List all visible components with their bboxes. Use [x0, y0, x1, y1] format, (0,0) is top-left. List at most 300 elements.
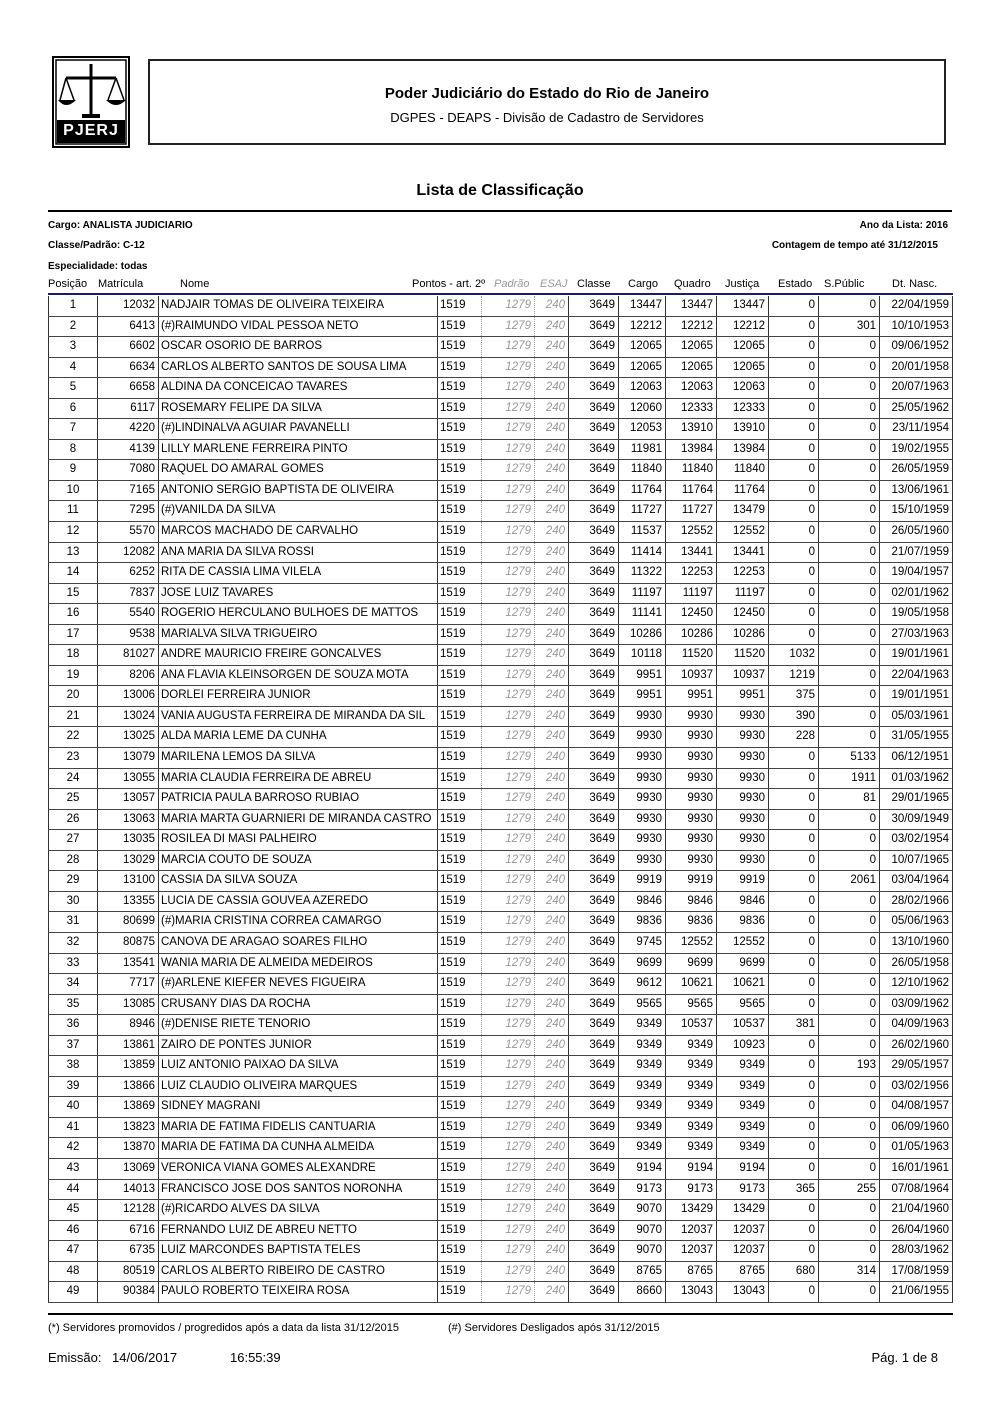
cell-quadro: 12450 [665, 604, 716, 624]
cell-matricula: 6252 [97, 563, 158, 583]
cell-padrao: 1279 [481, 337, 534, 357]
table-row [48, 666, 953, 687]
table-row [48, 645, 953, 666]
table-row [48, 727, 953, 748]
cell-cargo: 9349 [618, 1015, 665, 1035]
cell-posicao: 38 [48, 1056, 97, 1076]
cell-posicao: 33 [48, 954, 97, 974]
col-classe: Classe [577, 278, 611, 290]
cell-estado: 0 [768, 912, 818, 932]
cell-quadro: 9565 [665, 995, 716, 1015]
cell-estado: 0 [768, 954, 818, 974]
cell-justica: 12065 [716, 358, 768, 378]
cell-cargo: 9070 [618, 1200, 665, 1220]
cell-estado: 0 [768, 584, 818, 604]
table-row [48, 1241, 953, 1262]
cell-justica: 9173 [716, 1180, 768, 1200]
cell-matricula: 13079 [97, 748, 158, 768]
cell-classe: 3649 [568, 995, 618, 1015]
cell-dtnasc: 06/09/1960 [879, 1118, 953, 1138]
cell-estado: 0 [768, 1077, 818, 1097]
table-row [48, 912, 953, 933]
cell-esaj: 240 [534, 481, 568, 501]
table-row [48, 1262, 953, 1283]
cell-posicao: 47 [48, 1241, 97, 1261]
cell-spublic: 0 [818, 1138, 879, 1158]
cell-dtnasc: 15/10/1959 [879, 501, 953, 521]
cell-padrao: 1279 [481, 584, 534, 604]
cell-quadro: 13441 [665, 543, 716, 563]
table-row [48, 584, 953, 605]
cell-estado: 0 [768, 522, 818, 542]
cell-padrao: 1279 [481, 954, 534, 974]
cell-nome: MARIA DE FATIMA FIDELIS CANTUARIA [158, 1118, 437, 1138]
cell-spublic: 0 [818, 460, 879, 480]
cell-quadro: 9349 [665, 1077, 716, 1097]
cell-quadro: 11520 [665, 645, 716, 665]
cell-padrao: 1279 [481, 419, 534, 439]
cell-esaj: 240 [534, 830, 568, 850]
cell-posicao: 21 [48, 707, 97, 727]
col-justica: Justiça [725, 278, 760, 290]
cell-spublic: 0 [818, 974, 879, 994]
cell-spublic: 0 [818, 954, 879, 974]
cell-classe: 3649 [568, 789, 618, 809]
cell-dtnasc: 22/04/1963 [879, 666, 953, 686]
cell-cargo: 12065 [618, 358, 665, 378]
cell-pontos: 1519 [437, 830, 481, 850]
cell-nome: (#)MARIA CRISTINA CORREA CAMARGO [158, 912, 437, 932]
cell-quadro: 10937 [665, 666, 716, 686]
cell-cargo: 9349 [618, 1077, 665, 1097]
meta-ano: Ano da Lista: 2016 [859, 220, 948, 231]
cell-padrao: 1279 [481, 707, 534, 727]
cell-cargo: 9699 [618, 954, 665, 974]
cell-matricula: 8206 [97, 666, 158, 686]
cell-justica: 13441 [716, 543, 768, 563]
cell-classe: 3649 [568, 892, 618, 912]
table-row [48, 707, 953, 728]
cell-dtnasc: 21/04/1960 [879, 1200, 953, 1220]
meta-contagem: Contagem de tempo até 31/12/2015 [771, 240, 938, 251]
table-row [48, 830, 953, 851]
cell-padrao: 1279 [481, 748, 534, 768]
cell-esaj: 240 [534, 419, 568, 439]
cell-classe: 3649 [568, 1159, 618, 1179]
cell-quadro: 12037 [665, 1221, 716, 1241]
cell-justica: 13447 [716, 296, 768, 316]
cell-cargo: 9349 [618, 1138, 665, 1158]
cell-justica: 11197 [716, 584, 768, 604]
cell-pontos: 1519 [437, 399, 481, 419]
cell-dtnasc: 29/01/1965 [879, 789, 953, 809]
cell-padrao: 1279 [481, 378, 534, 398]
cell-estado: 0 [768, 399, 818, 419]
cell-spublic: 0 [818, 399, 879, 419]
cell-estado: 0 [768, 1036, 818, 1056]
cell-esaj: 240 [534, 645, 568, 665]
cell-spublic: 0 [818, 337, 879, 357]
cell-spublic: 0 [818, 419, 879, 439]
table-row [48, 419, 953, 440]
cell-matricula: 13859 [97, 1056, 158, 1076]
cell-dtnasc: 20/01/1958 [879, 358, 953, 378]
table-row [48, 892, 953, 913]
cell-pontos: 1519 [437, 378, 481, 398]
cell-spublic: 0 [818, 851, 879, 871]
cell-dtnasc: 10/10/1953 [879, 317, 953, 337]
header-box [148, 59, 946, 145]
cell-cargo: 11141 [618, 604, 665, 624]
cell-esaj: 240 [534, 912, 568, 932]
cell-posicao: 7 [48, 419, 97, 439]
cell-estado: 390 [768, 707, 818, 727]
cell-matricula: 13006 [97, 686, 158, 706]
cell-classe: 3649 [568, 1262, 618, 1282]
cell-esaj: 240 [534, 522, 568, 542]
cell-justica: 11520 [716, 645, 768, 665]
cell-padrao: 1279 [481, 1200, 534, 1220]
cell-classe: 3649 [568, 584, 618, 604]
cell-posicao: 8 [48, 440, 97, 460]
cell-classe: 3649 [568, 501, 618, 521]
cell-quadro: 9173 [665, 1180, 716, 1200]
table-row [48, 337, 953, 358]
classification-table [48, 296, 953, 1303]
cell-nome: CARLOS ALBERTO SANTOS DE SOUSA LIMA [158, 358, 437, 378]
cell-esaj: 240 [534, 851, 568, 871]
cell-matricula: 13355 [97, 892, 158, 912]
cell-justica: 9349 [716, 1138, 768, 1158]
cell-pontos: 1519 [437, 604, 481, 624]
table-row [48, 1221, 953, 1242]
meta-especialidade: Especialidade: todas [48, 261, 148, 272]
cell-estado: 0 [768, 543, 818, 563]
cell-dtnasc: 07/08/1964 [879, 1180, 953, 1200]
cell-pontos: 1519 [437, 1282, 481, 1302]
cell-justica: 9349 [716, 1077, 768, 1097]
cell-cargo: 9745 [618, 933, 665, 953]
cell-spublic: 0 [818, 995, 879, 1015]
cell-spublic: 0 [818, 1241, 879, 1261]
cell-dtnasc: 19/01/1951 [879, 686, 953, 706]
cell-matricula: 13055 [97, 769, 158, 789]
cell-pontos: 1519 [437, 1077, 481, 1097]
cell-nome: MARIA DE FATIMA DA CUNHA ALMEIDA [158, 1138, 437, 1158]
cell-posicao: 43 [48, 1159, 97, 1179]
cell-posicao: 41 [48, 1118, 97, 1138]
cell-estado: 1032 [768, 645, 818, 665]
cell-esaj: 240 [534, 1159, 568, 1179]
cell-spublic: 0 [818, 892, 879, 912]
cell-classe: 3649 [568, 707, 618, 727]
cell-pontos: 1519 [437, 1262, 481, 1282]
cell-quadro: 12333 [665, 399, 716, 419]
cell-padrao: 1279 [481, 1180, 534, 1200]
cell-padrao: 1279 [481, 933, 534, 953]
col-matricula: Matrícula [98, 278, 144, 290]
header-title: Poder Judiciário do Estado do Rio de Janeiro [384, 85, 710, 102]
cell-matricula: 13035 [97, 830, 158, 850]
cell-pontos: 1519 [437, 871, 481, 891]
cell-justica: 13910 [716, 419, 768, 439]
cell-esaj: 240 [534, 1077, 568, 1097]
table-row [48, 1077, 953, 1098]
cell-spublic: 0 [818, 933, 879, 953]
meta-classe: Classe/Padrão: C-12 [48, 240, 145, 251]
cell-posicao: 25 [48, 789, 97, 809]
cell-cargo: 9930 [618, 748, 665, 768]
cell-estado: 0 [768, 337, 818, 357]
cell-quadro: 9349 [665, 1118, 716, 1138]
cell-posicao: 49 [48, 1282, 97, 1302]
cell-nome: MARILENA LEMOS DA SILVA [158, 748, 437, 768]
table-row [48, 933, 953, 954]
cell-pontos: 1519 [437, 645, 481, 665]
cell-cargo: 10286 [618, 625, 665, 645]
cell-cargo: 9951 [618, 666, 665, 686]
cell-padrao: 1279 [481, 1282, 534, 1302]
cell-matricula: 6413 [97, 317, 158, 337]
cell-cargo: 11764 [618, 481, 665, 501]
cell-cargo: 9349 [618, 1056, 665, 1076]
table-row [48, 974, 953, 995]
cell-nome: CANOVA DE ARAGAO SOARES FILHO [158, 933, 437, 953]
cell-spublic: 301 [818, 317, 879, 337]
cell-pontos: 1519 [437, 995, 481, 1015]
cell-padrao: 1279 [481, 543, 534, 563]
cell-posicao: 6 [48, 399, 97, 419]
cell-cargo: 8660 [618, 1282, 665, 1302]
cell-pontos: 1519 [437, 1015, 481, 1035]
cell-posicao: 13 [48, 543, 97, 563]
cell-dtnasc: 27/03/1963 [879, 625, 953, 645]
cell-padrao: 1279 [481, 1262, 534, 1282]
cell-quadro: 12552 [665, 522, 716, 542]
list-title: Lista de Classificação [416, 182, 584, 199]
cell-matricula: 13069 [97, 1159, 158, 1179]
table-row [48, 1015, 953, 1036]
cell-estado: 0 [768, 851, 818, 871]
cell-pontos: 1519 [437, 460, 481, 480]
cell-esaj: 240 [534, 358, 568, 378]
cell-posicao: 44 [48, 1180, 97, 1200]
cell-nome: LUIZ ANTONIO PAIXAO DA SILVA [158, 1056, 437, 1076]
cell-posicao: 32 [48, 933, 97, 953]
cell-pontos: 1519 [437, 769, 481, 789]
cell-dtnasc: 30/09/1949 [879, 810, 953, 830]
cell-spublic: 314 [818, 1262, 879, 1282]
cell-quadro: 11727 [665, 501, 716, 521]
cell-quadro: 11764 [665, 481, 716, 501]
cell-quadro: 9951 [665, 686, 716, 706]
cell-quadro: 12212 [665, 317, 716, 337]
cell-estado: 0 [768, 440, 818, 460]
cell-cargo: 13447 [618, 296, 665, 316]
cell-esaj: 240 [534, 440, 568, 460]
cell-cargo: 9919 [618, 871, 665, 891]
cell-posicao: 23 [48, 748, 97, 768]
cell-esaj: 240 [534, 769, 568, 789]
cell-justica: 11840 [716, 460, 768, 480]
cell-classe: 3649 [568, 1077, 618, 1097]
cell-classe: 3649 [568, 974, 618, 994]
cell-nome: LUIZ MARCONDES BAPTISTA TELES [158, 1241, 437, 1261]
cell-esaj: 240 [534, 789, 568, 809]
cell-classe: 3649 [568, 1180, 618, 1200]
cell-classe: 3649 [568, 337, 618, 357]
cell-classe: 3649 [568, 563, 618, 583]
cell-cargo: 12060 [618, 399, 665, 419]
cell-spublic: 0 [818, 584, 879, 604]
table-row [48, 748, 953, 769]
cell-padrao: 1279 [481, 1241, 534, 1261]
cell-classe: 3649 [568, 399, 618, 419]
cell-cargo: 8765 [618, 1262, 665, 1282]
cell-matricula: 8946 [97, 1015, 158, 1035]
cell-esaj: 240 [534, 1200, 568, 1220]
cell-esaj: 240 [534, 584, 568, 604]
cell-classe: 3649 [568, 810, 618, 830]
cell-nome: LUCIA DE CASSIA GOUVEA AZEREDO [158, 892, 437, 912]
cell-nome: MARIA CLAUDIA FERREIRA DE ABREU [158, 769, 437, 789]
cell-quadro: 12037 [665, 1241, 716, 1261]
cell-esaj: 240 [534, 296, 568, 316]
cell-justica: 9919 [716, 871, 768, 891]
cell-matricula: 13869 [97, 1097, 158, 1117]
cell-pontos: 1519 [437, 522, 481, 542]
cell-estado: 0 [768, 1221, 818, 1241]
divider [48, 210, 952, 212]
cell-pontos: 1519 [437, 789, 481, 809]
cell-dtnasc: 21/07/1959 [879, 543, 953, 563]
cell-estado: 0 [768, 748, 818, 768]
cell-classe: 3649 [568, 1056, 618, 1076]
cell-cargo: 11981 [618, 440, 665, 460]
cell-pontos: 1519 [437, 1036, 481, 1056]
cell-estado: 0 [768, 789, 818, 809]
cell-matricula: 6634 [97, 358, 158, 378]
cell-spublic: 0 [818, 543, 879, 563]
cell-esaj: 240 [534, 974, 568, 994]
cell-posicao: 17 [48, 625, 97, 645]
cell-spublic: 0 [818, 912, 879, 932]
cell-nome: ANA MARIA DA SILVA ROSSI [158, 543, 437, 563]
cell-pontos: 1519 [437, 337, 481, 357]
cell-dtnasc: 19/05/1958 [879, 604, 953, 624]
cell-spublic: 81 [818, 789, 879, 809]
cell-matricula: 5540 [97, 604, 158, 624]
cell-estado: 0 [768, 1241, 818, 1261]
table-row [48, 1282, 953, 1303]
cell-cargo: 12065 [618, 337, 665, 357]
cell-classe: 3649 [568, 912, 618, 932]
cell-matricula: 6117 [97, 399, 158, 419]
cell-posicao: 4 [48, 358, 97, 378]
cell-posicao: 34 [48, 974, 97, 994]
cell-pontos: 1519 [437, 892, 481, 912]
cell-pontos: 1519 [437, 625, 481, 645]
cell-dtnasc: 16/01/1961 [879, 1159, 953, 1179]
cell-pontos: 1519 [437, 419, 481, 439]
cell-pontos: 1519 [437, 1221, 481, 1241]
cell-matricula: 6716 [97, 1221, 158, 1241]
cell-classe: 3649 [568, 378, 618, 398]
cell-spublic: 0 [818, 604, 879, 624]
cell-spublic: 2061 [818, 871, 879, 891]
cell-esaj: 240 [534, 707, 568, 727]
cell-esaj: 240 [534, 604, 568, 624]
cell-cargo: 9930 [618, 707, 665, 727]
cell-dtnasc: 04/08/1957 [879, 1097, 953, 1117]
cell-nome: ROSEMARY FELIPE DA SILVA [158, 399, 437, 419]
cell-quadro: 11197 [665, 584, 716, 604]
cell-dtnasc: 26/05/1958 [879, 954, 953, 974]
header-subtitle: DGPES - DEAPS - Divisão de Cadastro de Servidores [390, 110, 704, 125]
cell-dtnasc: 19/04/1957 [879, 563, 953, 583]
logo-text: PJERJ [63, 122, 119, 139]
cell-justica: 11764 [716, 481, 768, 501]
cell-justica: 12333 [716, 399, 768, 419]
cell-dtnasc: 09/06/1952 [879, 337, 953, 357]
cell-justica: 10923 [716, 1036, 768, 1056]
cell-posicao: 42 [48, 1138, 97, 1158]
table-row [48, 378, 953, 399]
cell-nome: NADJAIR TOMAS DE OLIVEIRA TEIXEIRA [158, 296, 437, 316]
cell-nome: (#)RICARDO ALVES DA SILVA [158, 1200, 437, 1220]
cell-esaj: 240 [534, 378, 568, 398]
cell-matricula: 13870 [97, 1138, 158, 1158]
cell-nome: PATRICIA PAULA BARROSO RUBIAO [158, 789, 437, 809]
cell-estado: 0 [768, 1097, 818, 1117]
cell-classe: 3649 [568, 1036, 618, 1056]
cell-nome: MARIA MARTA GUARNIERI DE MIRANDA CASTRO [158, 810, 437, 830]
cell-matricula: 7080 [97, 460, 158, 480]
cell-pontos: 1519 [437, 1180, 481, 1200]
cell-cargo: 9951 [618, 686, 665, 706]
cell-classe: 3649 [568, 1138, 618, 1158]
cell-matricula: 7717 [97, 974, 158, 994]
cell-spublic: 0 [818, 501, 879, 521]
cell-padrao: 1279 [481, 810, 534, 830]
cell-pontos: 1519 [437, 501, 481, 521]
cell-quadro: 11840 [665, 460, 716, 480]
cell-cargo: 9930 [618, 810, 665, 830]
cell-justica: 9930 [716, 851, 768, 871]
cell-cargo: 9930 [618, 830, 665, 850]
cell-nome: VANIA AUGUSTA FERREIRA DE MIRANDA DA SIL [158, 707, 437, 727]
cell-justica: 9930 [716, 810, 768, 830]
cell-padrao: 1279 [481, 789, 534, 809]
cell-dtnasc: 12/10/1962 [879, 974, 953, 994]
cell-esaj: 240 [534, 1015, 568, 1035]
cell-pontos: 1519 [437, 481, 481, 501]
cell-padrao: 1279 [481, 1077, 534, 1097]
cell-posicao: 12 [48, 522, 97, 542]
cell-esaj: 240 [534, 686, 568, 706]
cell-esaj: 240 [534, 1180, 568, 1200]
cell-padrao: 1279 [481, 1159, 534, 1179]
cell-classe: 3649 [568, 317, 618, 337]
cell-nome: ZAIRO DE PONTES JUNIOR [158, 1036, 437, 1056]
cell-cargo: 10118 [618, 645, 665, 665]
cell-matricula: 4139 [97, 440, 158, 460]
cell-quadro: 12253 [665, 563, 716, 583]
cell-classe: 3649 [568, 954, 618, 974]
cell-estado: 0 [768, 419, 818, 439]
cell-nome: RAQUEL DO AMARAL GOMES [158, 460, 437, 480]
table-row [48, 769, 953, 790]
